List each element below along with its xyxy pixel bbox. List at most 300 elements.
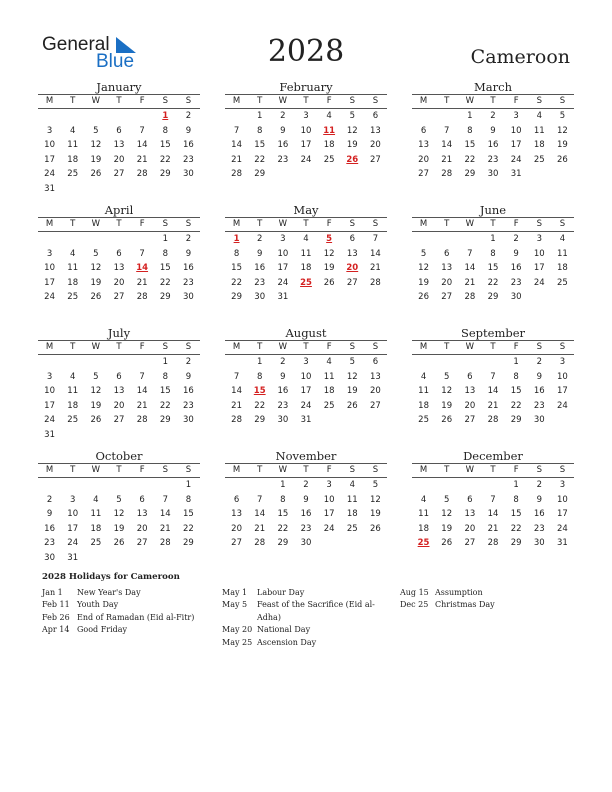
day-cell: 5	[559, 111, 566, 121]
weekday-header	[225, 340, 387, 355]
day-cell: 25	[67, 169, 79, 180]
country-name: Cameroon	[470, 46, 570, 68]
day-cell: 26	[441, 538, 453, 549]
holiday-list	[42, 572, 572, 647]
weekday-header	[412, 463, 574, 478]
day-cell: 20	[464, 523, 476, 534]
weekday-label: M	[45, 465, 54, 475]
day-cell: 19	[441, 400, 453, 411]
weekday-label: S	[185, 96, 192, 106]
day-cell: 26	[113, 538, 125, 549]
day-cell: 30	[487, 169, 499, 180]
month-title: February	[279, 80, 333, 94]
weekday-label: W	[91, 96, 101, 106]
day-blank	[412, 232, 435, 247]
day-cell: 9	[280, 125, 286, 136]
day-cell: 23	[183, 154, 194, 165]
day-cell: 27	[464, 415, 476, 426]
day-cell: 28	[487, 415, 499, 426]
day-cell: 30	[254, 292, 266, 303]
holiday-name: New Year's Day	[77, 588, 141, 597]
day-cell: 9	[280, 371, 286, 382]
day-cell: 22	[487, 277, 499, 288]
holiday-column	[222, 587, 387, 649]
day-cell: 23	[487, 154, 499, 165]
day-cell: 3	[70, 494, 76, 505]
day-cell: 15	[277, 509, 289, 520]
day-cell: 8	[233, 248, 240, 259]
day-cell: 12	[90, 386, 102, 397]
day-cell: 29	[277, 538, 289, 549]
day-cell: 22	[510, 523, 522, 534]
day-cell: 18	[533, 140, 545, 151]
month-december	[412, 449, 574, 551]
day-cell: 28	[231, 415, 242, 426]
holiday-name: National Day	[257, 625, 311, 635]
day-cell: 18	[323, 140, 335, 151]
day-cell: 22	[254, 400, 266, 411]
day-cell: 25	[346, 523, 358, 534]
day-cell: 2	[185, 357, 192, 367]
day-cell: 15	[510, 386, 522, 397]
month-september	[412, 326, 574, 428]
day-cell: 27	[370, 400, 381, 411]
day-cell: 13	[370, 125, 381, 136]
logo-text-general: General	[42, 34, 110, 55]
day-cell: 24	[323, 523, 335, 534]
weekday-label: T	[257, 342, 263, 352]
day-blank	[131, 109, 154, 124]
day-cell: 20	[136, 523, 148, 534]
day-grid	[412, 478, 574, 551]
day-cell: 16	[487, 140, 499, 151]
day-cell: 21	[370, 263, 381, 274]
weekday-label: F	[139, 96, 145, 106]
day-cell: 18	[67, 400, 79, 411]
holiday-date: Apr 14	[42, 625, 70, 635]
day-cell: 1	[467, 111, 473, 121]
day-cell: 6	[116, 125, 122, 136]
day-cell: 9	[46, 509, 53, 520]
day-cell: 7	[139, 371, 145, 382]
day-cell: 22	[277, 523, 289, 534]
weekday-header	[38, 94, 200, 109]
holiday-date: May 5	[222, 600, 248, 610]
day-cell: 21	[231, 400, 242, 411]
day-cell: 19	[346, 140, 358, 151]
month-title: May	[293, 203, 319, 217]
day-cell: 5	[349, 357, 355, 367]
day-blank	[84, 478, 107, 493]
day-cell: 9	[303, 494, 309, 505]
month-april	[38, 203, 200, 305]
holiday-entry	[222, 624, 387, 636]
day-cell: 16	[533, 386, 545, 397]
weekday-label: F	[139, 465, 145, 475]
day-cell: 13	[231, 509, 242, 520]
day-cell-holiday: 1	[233, 234, 240, 244]
weekday-label: T	[490, 96, 496, 106]
day-cell: 1	[162, 357, 168, 367]
month-march	[412, 80, 574, 182]
holiday-date: Aug 15	[400, 588, 429, 597]
weekday-label: S	[372, 342, 379, 352]
day-cell: 23	[183, 277, 194, 288]
day-cell: 8	[257, 371, 263, 382]
day-cell-holiday: 1	[162, 111, 169, 121]
day-cell: 22	[231, 277, 242, 288]
day-cell: 19	[557, 140, 568, 151]
day-cell: 1	[257, 111, 263, 121]
holiday-name: Assumption	[435, 588, 483, 597]
month-title: October	[95, 449, 143, 463]
day-cell: 30	[277, 415, 289, 426]
day-blank	[38, 109, 61, 124]
weekday-label: S	[372, 465, 379, 475]
day-cell: 18	[346, 509, 358, 520]
holiday-date: May 25	[222, 637, 253, 647]
day-grid	[225, 478, 387, 551]
day-grid	[225, 109, 387, 182]
day-blank	[131, 232, 154, 247]
day-cell: 8	[513, 371, 519, 382]
day-cell: 9	[536, 494, 542, 505]
weekday-label: S	[185, 219, 192, 229]
day-blank	[107, 232, 130, 247]
day-cell: 20	[370, 386, 381, 397]
day-blank	[412, 355, 435, 370]
day-blank	[61, 232, 84, 247]
day-cell: 10	[67, 509, 79, 520]
day-cell: 10	[510, 125, 522, 136]
day-cell: 10	[300, 125, 312, 136]
day-cell: 16	[300, 509, 312, 520]
weekday-label: S	[162, 465, 168, 475]
day-cell: 6	[233, 494, 240, 505]
day-cell: 6	[349, 234, 355, 244]
day-cell-holiday: 20	[346, 263, 359, 274]
day-cell: 24	[44, 415, 55, 426]
weekday-label: F	[326, 342, 332, 352]
weekday-label: T	[70, 342, 76, 352]
day-cell: 8	[490, 248, 496, 259]
day-cell: 1	[162, 234, 168, 244]
day-cell: 6	[467, 494, 473, 505]
day-cell: 18	[67, 154, 79, 165]
day-cell: 5	[372, 480, 379, 490]
day-grid	[38, 478, 200, 566]
day-blank	[107, 355, 130, 370]
day-cell: 1	[490, 234, 496, 244]
day-cell: 12	[90, 263, 102, 274]
day-cell: 15	[159, 140, 171, 151]
day-cell: 4	[70, 248, 76, 259]
weekday-label: S	[536, 342, 542, 352]
day-cell: 12	[418, 263, 429, 274]
day-cell: 2	[185, 111, 192, 121]
day-cell: 3	[303, 357, 309, 367]
weekday-label: W	[91, 219, 101, 229]
day-cell: 26	[90, 169, 102, 180]
day-cell: 10	[557, 494, 568, 505]
day-cell: 28	[370, 277, 381, 288]
weekday-label: T	[116, 219, 122, 229]
day-cell: 23	[300, 523, 312, 534]
day-cell: 2	[257, 234, 263, 244]
day-cell: 27	[113, 292, 125, 303]
weekday-label: W	[465, 465, 475, 475]
day-cell: 20	[418, 154, 429, 165]
day-cell: 31	[67, 552, 79, 563]
day-cell: 9	[185, 248, 192, 259]
weekday-label: F	[513, 219, 519, 229]
day-cell: 22	[510, 400, 522, 411]
day-cell: 4	[70, 125, 76, 136]
day-cell: 24	[510, 154, 522, 165]
day-cell: 1	[257, 357, 263, 367]
day-grid	[38, 355, 200, 443]
weekday-label: M	[419, 96, 428, 106]
weekday-label: M	[419, 219, 428, 229]
day-cell: 11	[67, 386, 79, 397]
day-cell: 16	[510, 263, 522, 274]
day-cell: 6	[116, 248, 122, 259]
day-cell: 28	[254, 538, 266, 549]
day-cell: 27	[370, 154, 381, 165]
day-cell: 18	[557, 263, 568, 274]
day-cell: 4	[93, 494, 99, 505]
day-cell: 28	[159, 538, 171, 549]
weekday-label: M	[45, 342, 54, 352]
day-cell: 26	[90, 292, 102, 303]
day-cell: 21	[159, 523, 171, 534]
day-cell: 7	[162, 494, 168, 505]
day-cell: 10	[323, 494, 335, 505]
day-grid	[412, 232, 574, 305]
weekday-label: S	[536, 96, 542, 106]
day-cell: 25	[323, 400, 335, 411]
day-cell: 30	[533, 415, 545, 426]
day-cell: 10	[44, 140, 55, 151]
day-cell: 13	[441, 263, 453, 274]
day-blank	[38, 232, 61, 247]
day-cell: 1	[513, 357, 519, 367]
month-title: January	[96, 80, 142, 94]
day-cell: 14	[487, 386, 499, 397]
day-blank	[225, 355, 248, 370]
day-cell: 3	[280, 234, 286, 244]
day-cell: 28	[136, 169, 148, 180]
day-cell: 19	[346, 386, 358, 397]
day-grid	[412, 355, 574, 428]
day-cell: 22	[183, 523, 194, 534]
day-cell: 10	[533, 248, 545, 259]
day-blank	[84, 355, 107, 370]
day-cell: 17	[67, 523, 79, 534]
holiday-name: Feast of the Sacrifice (Eid al-Adha)	[257, 600, 375, 622]
day-blank	[248, 478, 271, 493]
day-cell: 12	[370, 494, 381, 505]
month-title: March	[474, 80, 512, 94]
day-cell: 30	[300, 538, 312, 549]
day-cell: 28	[136, 292, 148, 303]
day-cell: 11	[533, 125, 545, 136]
day-cell: 23	[277, 154, 289, 165]
day-cell: 3	[46, 125, 53, 136]
weekday-label: F	[139, 342, 145, 352]
day-cell: 22	[159, 154, 171, 165]
day-cell: 15	[487, 263, 499, 274]
day-cell: 17	[277, 263, 289, 274]
day-cell: 17	[533, 263, 545, 274]
day-blank	[435, 478, 458, 493]
day-cell: 17	[44, 154, 55, 165]
day-cell: 14	[159, 509, 171, 520]
day-cell: 19	[90, 277, 102, 288]
day-cell: 3	[326, 480, 332, 490]
day-grid	[38, 232, 200, 305]
day-cell: 23	[254, 277, 266, 288]
day-cell: 12	[113, 509, 125, 520]
month-august	[225, 326, 387, 428]
day-cell: 31	[44, 429, 55, 440]
holiday-date: Jan 1	[42, 588, 63, 597]
day-cell: 4	[420, 494, 427, 505]
day-blank	[435, 232, 458, 247]
day-cell: 21	[487, 523, 499, 534]
logo-text-blue: Blue	[96, 51, 135, 72]
day-cell: 2	[280, 357, 286, 367]
day-cell: 6	[116, 371, 122, 382]
month-title: August	[285, 326, 327, 340]
day-cell: 3	[559, 480, 566, 490]
day-cell: 3	[536, 234, 542, 244]
day-cell: 17	[323, 509, 335, 520]
day-blank	[131, 478, 154, 493]
day-cell: 28	[464, 292, 476, 303]
holiday-entry	[222, 587, 387, 599]
day-cell: 5	[349, 111, 355, 121]
day-cell: 27	[441, 292, 453, 303]
day-cell: 9	[490, 125, 496, 136]
day-cell: 30	[183, 169, 194, 180]
holiday-entry	[42, 624, 212, 636]
day-cell: 14	[487, 509, 499, 520]
day-cell: 13	[346, 248, 358, 259]
day-cell: 5	[444, 494, 450, 505]
day-cell: 21	[464, 277, 476, 288]
day-cell: 16	[277, 140, 289, 151]
day-blank	[131, 355, 154, 370]
day-blank	[107, 478, 130, 493]
day-cell: 18	[418, 400, 429, 411]
day-cell: 29	[254, 169, 266, 180]
day-cell: 26	[323, 277, 335, 288]
day-cell: 26	[418, 292, 429, 303]
day-cell: 6	[372, 111, 379, 121]
day-cell: 13	[136, 509, 148, 520]
day-blank	[154, 478, 177, 493]
weekday-header	[412, 217, 574, 232]
day-cell: 29	[487, 292, 499, 303]
weekday-label: T	[303, 465, 309, 475]
day-cell: 25	[533, 154, 545, 165]
day-cell: 26	[370, 523, 381, 534]
day-cell: 5	[444, 371, 450, 382]
day-cell: 29	[510, 538, 522, 549]
day-cell: 24	[277, 277, 289, 288]
day-cell: 27	[464, 538, 476, 549]
day-cell: 7	[233, 371, 240, 382]
holiday-column	[400, 587, 570, 612]
day-cell: 24	[557, 523, 568, 534]
weekday-label: S	[349, 96, 355, 106]
day-cell: 21	[136, 277, 148, 288]
day-cell: 11	[90, 509, 102, 520]
day-cell: 14	[254, 509, 266, 520]
weekday-label: M	[232, 465, 241, 475]
day-cell: 16	[183, 263, 194, 274]
day-cell: 6	[467, 371, 473, 382]
holiday-name: Christmas Day	[435, 600, 495, 610]
holiday-date: Feb 11	[42, 600, 70, 610]
weekday-header	[38, 217, 200, 232]
day-cell: 22	[254, 154, 266, 165]
day-cell: 11	[418, 386, 429, 397]
day-cell: 31	[277, 292, 289, 303]
day-cell: 15	[254, 140, 266, 151]
day-cell: 18	[67, 277, 79, 288]
day-cell: 29	[464, 169, 476, 180]
day-cell: 31	[510, 169, 522, 180]
day-cell: 16	[183, 140, 194, 151]
day-cell: 15	[464, 140, 476, 151]
day-cell: 14	[441, 140, 453, 151]
weekday-label: T	[444, 465, 450, 475]
weekday-label: W	[91, 342, 101, 352]
day-grid	[225, 355, 387, 428]
day-cell: 6	[420, 125, 427, 136]
day-cell: 8	[162, 125, 168, 136]
day-cell: 5	[116, 494, 122, 505]
weekday-label: W	[465, 96, 475, 106]
day-cell: 20	[441, 277, 453, 288]
day-cell: 18	[323, 386, 335, 397]
day-cell: 10	[277, 248, 289, 259]
month-july	[38, 326, 200, 443]
day-blank	[61, 355, 84, 370]
day-cell: 7	[257, 494, 263, 505]
weekday-label: T	[303, 96, 309, 106]
day-blank	[225, 478, 248, 493]
day-cell-holiday: 14	[136, 263, 149, 274]
day-cell-holiday: 5	[326, 234, 333, 244]
day-cell: 19	[418, 277, 429, 288]
weekday-label: W	[278, 219, 288, 229]
day-cell: 8	[513, 494, 519, 505]
day-cell: 6	[139, 494, 145, 505]
month-title: December	[463, 449, 523, 463]
weekday-label: T	[490, 342, 496, 352]
day-cell: 23	[510, 277, 522, 288]
day-cell: 16	[254, 263, 266, 274]
weekday-header	[225, 217, 387, 232]
day-cell: 29	[231, 292, 242, 303]
day-cell: 17	[300, 386, 312, 397]
weekday-label: S	[536, 219, 542, 229]
day-cell: 20	[370, 140, 381, 151]
weekday-label: T	[257, 219, 263, 229]
